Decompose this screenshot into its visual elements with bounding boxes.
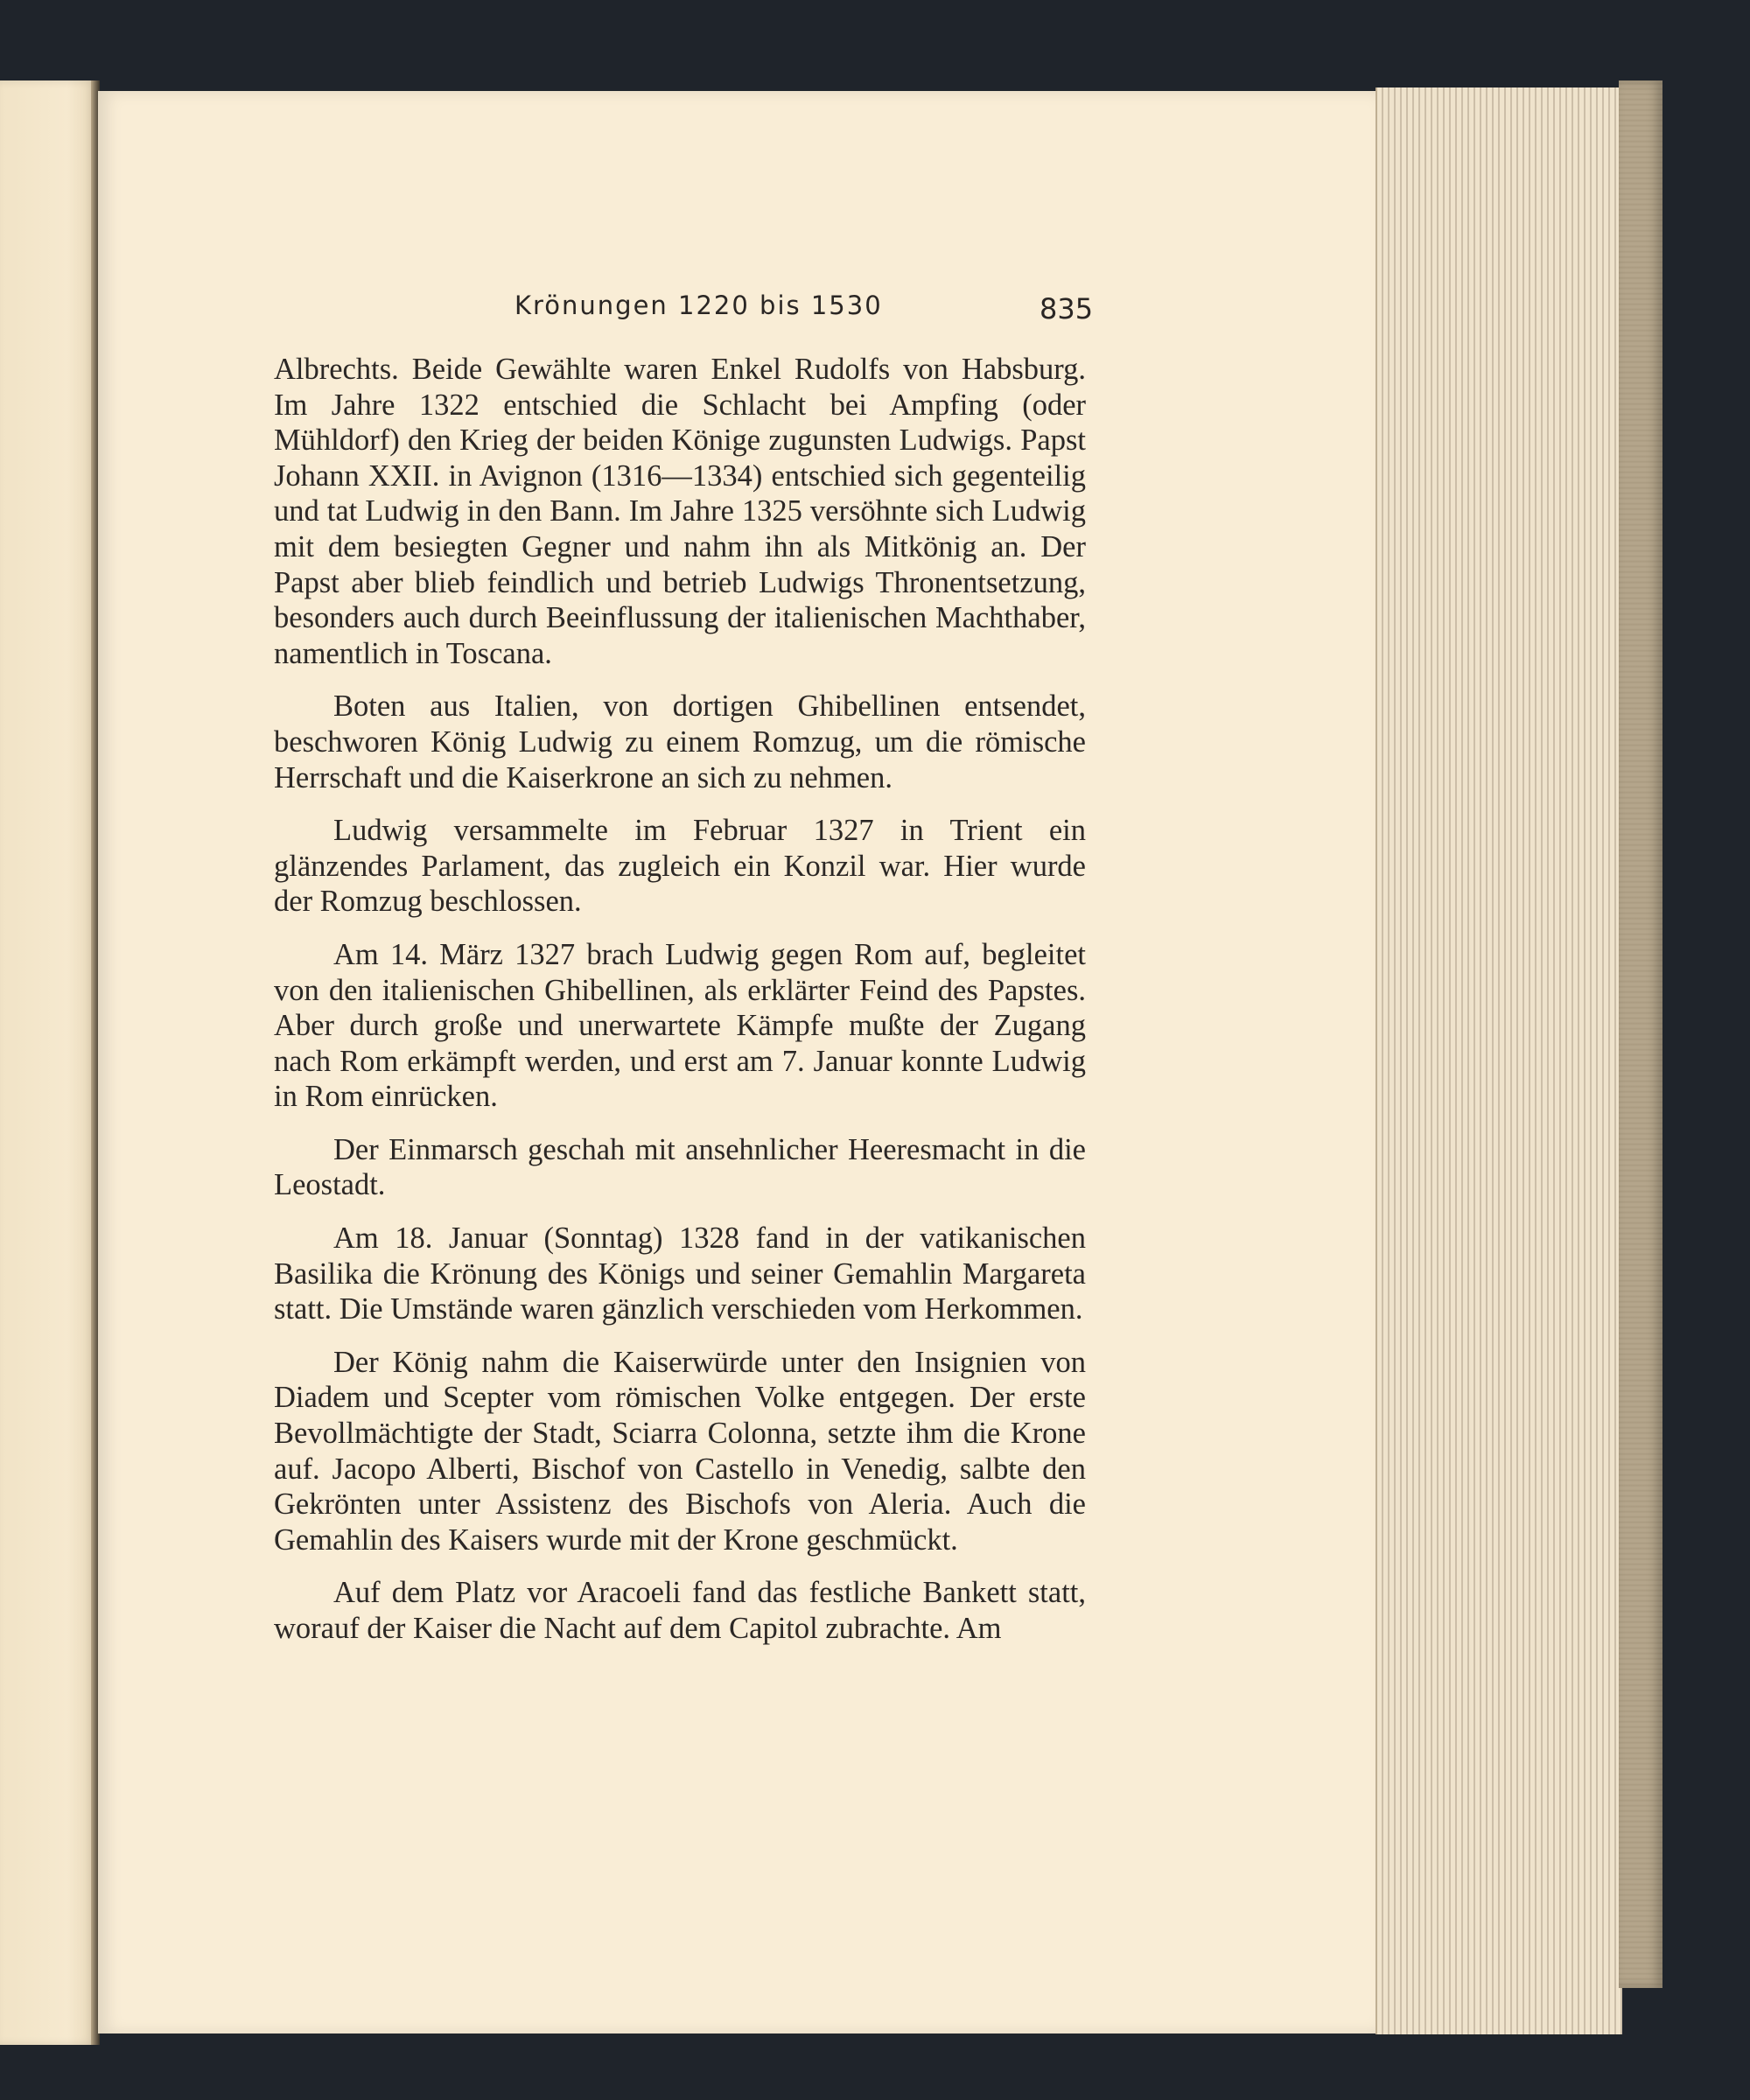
paragraph: Der Einmarsch geschah mit ansehnlicher Heeresmacht in die Leostadt. bbox=[274, 1132, 1086, 1202]
book-cover-edge bbox=[1619, 80, 1662, 1988]
page-stack-edges bbox=[1376, 88, 1622, 2034]
paragraph: Boten aus Italien, von dortigen Ghibellinen entsendet, beschworen König Ludwig zu einem Romzug, um die römische Herrschaft und die Kaiserkrone an sich zu nehmen. bbox=[274, 690, 1086, 794]
paragraph: Der König nahm die Kaiserwürde unter den Insignien von Diadem und Scepter vom römischen Volke entgegen. Der erste Bevollmächtigte der Stadt, Sciarra Colonna, setzte ihm die Krone auf. Jacopo Alberti, Bischof von Castello in Venedig, salbte den Gekrönten unter Assistenz des Bischofs von Aleria. Auch die Gemahlin des Kaisers wurde mit der Krone geschmückt. bbox=[274, 1345, 1086, 1557]
paragraph: Am 14. März 1327 brach Ludwig gegen Rom auf, begleitet von den italienischen Ghibellinen, als erklärter Feind des Papstes. Aber durch große und unerwartete Kämpfe mußte der Zugang nach Rom erkämpft werden, und erst am 7. Januar konnte Ludwig in Rom einrücken. bbox=[274, 937, 1086, 1114]
running-header: Krönungen 1220 bis 1530 bbox=[514, 290, 883, 320]
paragraph: Ludwig versammelte im Februar 1327 in Trient ein glänzendes Parlament, das zugleich ein Konzil war. Hier wurde der Romzug beschlossen. bbox=[274, 814, 1086, 919]
paragraph-continued: Albrechts. Beide Gewählte waren Enkel Rudolfs von Habsburg. Im Jahre 1322 entschied die Schlacht bei Ampfing (oder Mühldorf) den Krieg der beiden Könige zugunsten Ludwigs. Papst Johann XXII. in Avignon (1316—1334) entschied sich gegenteilig und tat Ludwig in den Bann. Im Jahre 1325 versöhnte sich Ludwig mit dem besiegten Gegner und nahm ihn als Mitkönig an. Der Papst aber blieb feindlich und betrieb Ludwigs Thronentsetzung, besonders auch durch Beeinflussung der italienischen Machthaber, namentlich in Toscana. bbox=[274, 353, 1086, 670]
body-text bbox=[274, 352, 1086, 1664]
page-number: 835 bbox=[1040, 292, 1094, 326]
paragraph: Am 18. Januar (Sonntag) 1328 fand in der vatikanischen Basilika die Krönung des Königs und seiner Gemahlin Margareta statt. Die Umstände waren gänzlich verschieden vom Herkommen. bbox=[274, 1222, 1086, 1326]
paragraph: Auf dem Platz vor Aracoeli fand das festliche Bankett statt, worauf der Kaiser die Nacht auf dem Capitol zubrachte. Am bbox=[274, 1576, 1086, 1645]
left-page-edge bbox=[0, 80, 96, 2045]
